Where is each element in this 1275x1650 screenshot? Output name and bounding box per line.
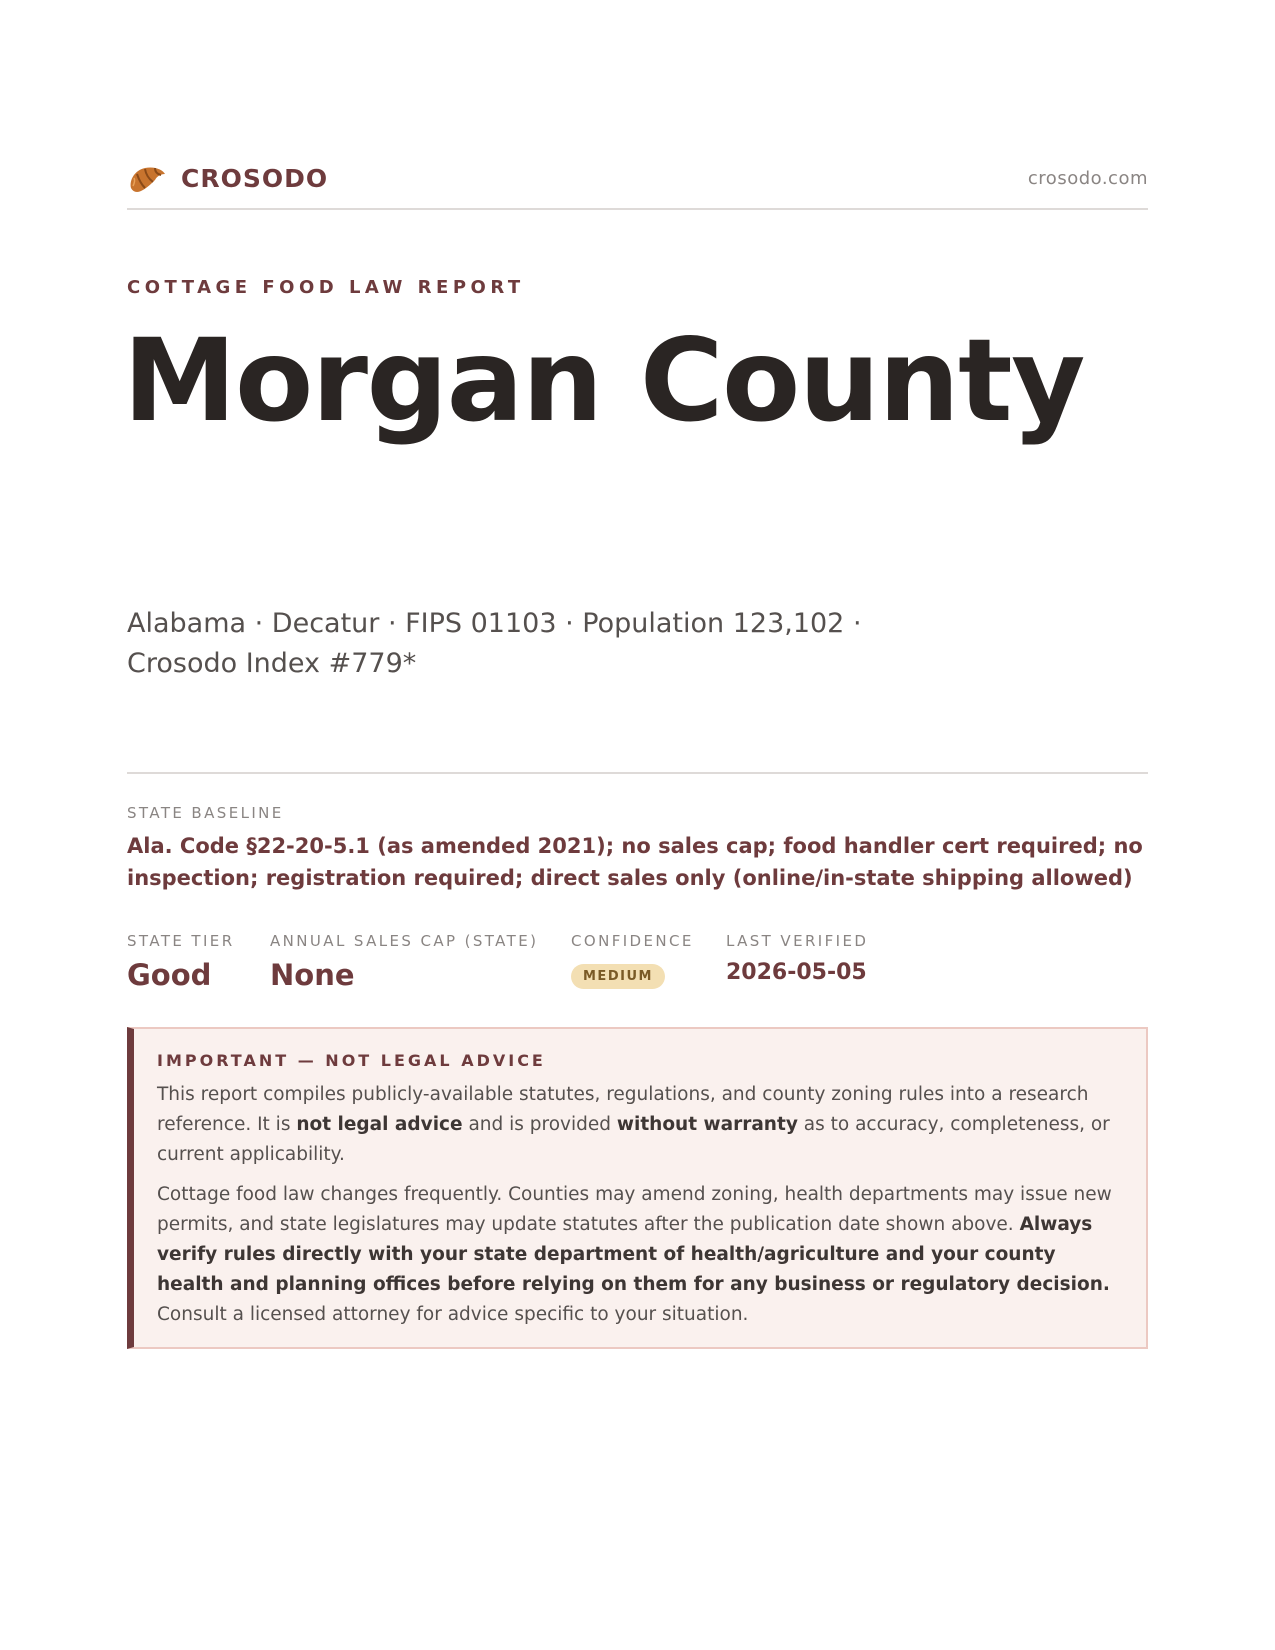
stat-sales-cap-label: ANNUAL SALES CAP (STATE) [270,932,539,950]
stat-confidence [571,932,694,989]
brand-name: CROSODO [181,163,329,193]
stat-tier-value: Good [127,958,212,992]
header-divider [127,208,1148,210]
notice-paragraph-1 [157,1080,1122,1170]
site-url[interactable]: crosodo.com [1027,168,1148,189]
notice-paragraph-2 [157,1180,1122,1330]
stat-confidence-label: CONFIDENCE [571,932,694,950]
legal-notice [127,1027,1148,1349]
notice-text: and is provided [462,1114,617,1135]
report-kicker: COTTAGE FOOD LAW REPORT [127,277,525,298]
confidence-badge: MEDIUM [571,964,665,989]
notice-emphasis: Always verify rules directly with your state department of health/agriculture and your county health and planning offices before relying on them for any business or regulatory decision. [157,1214,1110,1295]
baseline-label: STATE BASELINE [127,804,284,822]
croissant-icon [127,158,167,198]
stat-sales-cap-value: None [270,958,355,992]
notice-text: Cottage food law changes frequently. Counties may amend zoning, health departments may issue new permits, and state legislatures may update statutes after the publication date shown above. [157,1184,1112,1235]
page-title: Morgan County [123,314,1084,447]
county-meta: Alabama · Decatur · FIPS 01103 · Population 123,102 · Crosodo Index #779* [127,608,862,679]
notice-emphasis: not legal advice [296,1114,463,1135]
stat-tier [127,932,235,992]
stat-tier-label: STATE TIER [127,932,235,950]
section-divider [127,772,1148,774]
stat-verified-label: LAST VERIFIED [726,932,869,950]
stats-row [127,932,1148,1002]
notice-text: Consult a licensed attorney for advice specific to your situation. [157,1304,749,1325]
header [127,158,1148,198]
stat-verified [726,932,868,985]
brand[interactable] [127,158,328,198]
notice-title: IMPORTANT — NOT LEGAL ADVICE [157,1051,546,1070]
notice-text: This report compiles publicly-available statutes, regulations, and county zoning rules into a research reference. It is [157,1084,1089,1135]
stat-verified-value: 2026-05-05 [726,960,867,985]
baseline-text: Ala. Code §22-20-5.1 (as amended 2021); no sales cap; food handler cert required; no inspection; registration required; direct sales only (online/in-state shipping allowed) [127,834,1143,890]
stat-sales-cap [270,932,538,992]
notice-emphasis: without warranty [616,1114,798,1135]
notice-text: as to accuracy, completeness, or current applicability. [157,1114,1110,1165]
